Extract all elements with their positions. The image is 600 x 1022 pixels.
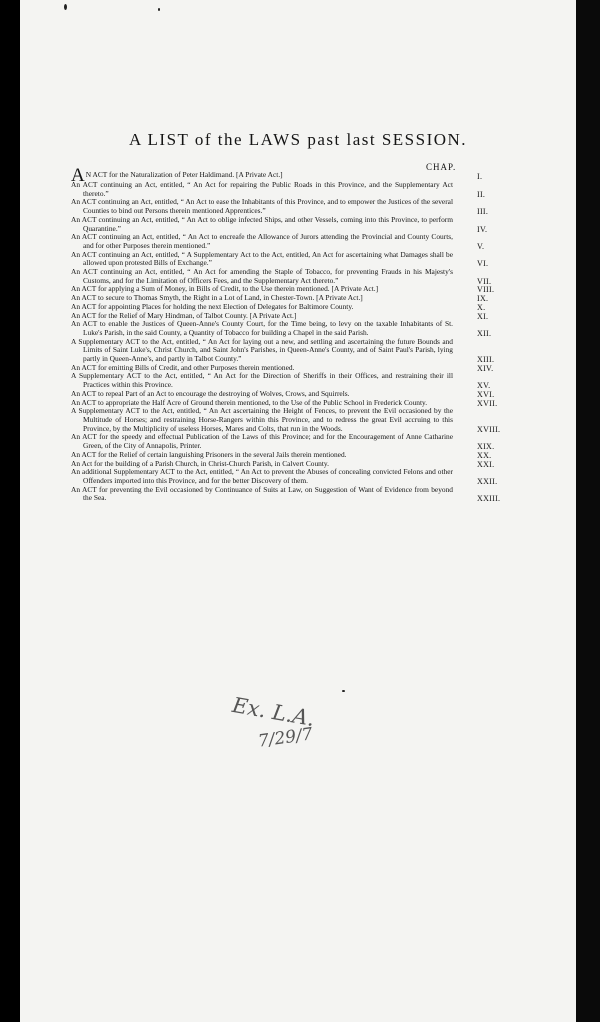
act-entry — [71, 197, 489, 217]
chapter-number: X. — [477, 302, 486, 312]
chapter-number: XXIII. — [477, 494, 501, 504]
act-title: An ACT continuing an Act, entitled, “ An Act for amending the Staple of Tobacco, for preventing Frauds in his Majesty's Customs, and for the Limitation of Officers Fees, and the Supplementary Act thereto.” — [71, 267, 453, 285]
chapter-number: VI. — [477, 259, 489, 269]
chapter-column-header: CHAP. — [426, 162, 457, 172]
chapter-number: XIII. — [477, 355, 495, 365]
chapter-number: XXI. — [477, 459, 495, 469]
act-entry — [71, 432, 495, 452]
act-title: An ACT for emitting Bills of Credit, and other Purposes therein mentioned. — [71, 362, 295, 372]
act-entry — [71, 249, 489, 269]
act-title: An Act for the building of a Parish Church, in Christ-Church Parish, in Calvert County. — [71, 458, 329, 468]
page-title: A LIST of the LAWS past last SESSION. — [128, 130, 468, 149]
chapter-number: XVI. — [477, 389, 495, 399]
act-title: An ACT continuing an Act, entitled, “ An Act to ease the Inhabitants of this Province, and to empower the Justices of the several Counties to bind out Persons therein mentioned Apprentices.” — [71, 197, 453, 216]
scan-border-right — [576, 0, 600, 1022]
act-text — [71, 181, 453, 198]
act-title: An ACT to appropriate the Half Acre of Ground therein mentioned, to the Use of the Public School in Frederick County. — [71, 397, 428, 407]
chapter-number: V. — [477, 241, 485, 251]
act-title: N ACT for the Naturalization of Peter Haldimand. [A Private Act.] — [85, 170, 283, 179]
act-text — [71, 320, 453, 337]
act-title: An ACT continuing an Act, entitled, “ An Act to oblige infected Ships, and other Vessels, coming into this Province, to perform Quarantine.” — [71, 214, 453, 233]
chapter-number: XII. — [477, 328, 492, 338]
act-title: An ACT to enable the Justices of Queen-Anne's County Court, for the Time being, to levy on the taxable Inhabitants of St. Luke's Parish, in the said County, a Quantity of Tobacco for building a Chapel in the said Parish. — [71, 319, 453, 337]
act-entry — [71, 319, 492, 338]
act-text — [71, 468, 453, 485]
act-entry — [71, 232, 485, 251]
scan-border-left — [0, 0, 20, 1022]
chapter-number: XV. — [477, 381, 491, 391]
act-text — [71, 198, 453, 215]
acts-list — [71, 165, 501, 504]
chapter-number: XXII. — [477, 476, 498, 486]
chapter-number: I. — [477, 172, 483, 182]
chapter-number: XIX. — [477, 442, 495, 452]
act-title: An ACT to secure to Thomas Smyth, the Right in a Lot of Land, in Chester-Town. [A Private Act.] — [71, 293, 363, 303]
act-text — [71, 233, 453, 250]
act-title: An ACT for appointing Places for holding the next Election of Delegates for Baltimore County. — [71, 301, 354, 311]
ink-speck — [64, 4, 67, 10]
act-entry — [71, 336, 495, 365]
ink-speck — [158, 8, 160, 11]
act-entry — [71, 180, 486, 199]
chapter-number: XX. — [477, 450, 492, 460]
act-title: An ACT continuing an Act, entitled, “ An Act to encreafe the Allowance of Jurors attending the Provincial and County Courts, and for other Purposes therein mentioned.” — [71, 232, 453, 250]
act-entry — [71, 484, 501, 504]
document-page — [20, 0, 576, 1022]
act-title: An ACT continuing an Act, entitled, “ An Act for repairing the Public Roads in this Province, and the Supplementary Act thereto.” — [71, 180, 453, 198]
act-title: An additional Supplementary ACT to the Act, entitled, “ An Act to prevent the Abuses of concealing convicted Felons and other Offenders imported into this Province, and for the better Discovery of them. — [71, 467, 453, 485]
chapter-number: XI. — [477, 311, 489, 321]
chapter-number: II. — [477, 189, 486, 199]
drop-cap: A — [71, 165, 85, 186]
act-text — [71, 486, 453, 503]
chapter-number: IX. — [477, 294, 489, 304]
act-title: An ACT for the Relief of Mary Hindman, of Talbot County. [A Private Act.] — [71, 310, 297, 320]
act-title: A Supplementary ACT to the Act, entitled, “ An Act for laying out a new, and settling and ascertaining the future Bounds and Limits of Saint Luke's, Christ Church, and Saint John's Parishes, in Queen-Anne's County, and of Saint Paul's Parish, lying partly in Queen-Anne's, and partly in Talbot County.” — [71, 336, 453, 364]
act-text — [71, 251, 453, 268]
act-text — [71, 407, 453, 433]
act-entry — [71, 467, 498, 486]
act-title: An ACT for preventing the Evil occasioned by Continuance of Suits at Law, on Suggestion of Want of Evidence from beyond the Sea. — [71, 484, 453, 503]
act-text — [71, 433, 453, 450]
act-title: An ACT to repeal Part of an Act to encourage the destroying of Wolves, Crows, and Squirrels. — [71, 388, 350, 398]
act-entry — [71, 406, 501, 434]
handwritten-note: Ex. L.A. — [230, 692, 317, 732]
act-entry — [71, 214, 488, 234]
chapter-number: III. — [477, 207, 489, 217]
act-title: An ACT continuing an Act, entitled, “ A Supplementary Act to the Act, entitled, An Act for ascertaining what Damages shall be allowed upon protested Bills of Exchange.” — [71, 249, 453, 268]
act-title: An ACT for the Relief of certain languishing Prisoners in the several Jails therein mentioned. — [71, 449, 347, 459]
act-entry — [71, 267, 492, 286]
chapter-number: IV. — [477, 224, 488, 234]
chapter-number: VIII. — [477, 285, 495, 295]
act-title: A Supplementary ACT to the Act, entitled, “ An Act for the Direction of Sheriffs in their Offices, and restraining their ill Practices within this Province. — [71, 371, 453, 390]
act-text — [71, 338, 453, 364]
act-title: A Supplementary ACT to the Act, entitled, “ An Act ascertaining the Height of Fences, to prevent the Evil occasioned by the Multitude of Horses; and restraining Horse-Rangers within this Province, and to redress the great Evil accruing to this Province, by the Multiplicity of useless Horses, Mares and Colts, that run in the Woods. — [71, 406, 453, 433]
act-title: An ACT for applying a Sum of Money, in Bills of Credit, to the Use therein mentioned. [A Private Act.] — [71, 284, 379, 294]
act-text — [71, 268, 453, 285]
act-text — [71, 372, 453, 389]
handwritten-date: 7/29/7 — [256, 724, 314, 752]
act-entry — [71, 371, 491, 391]
chapter-number: XIV. — [477, 363, 494, 373]
chapter-number: VII. — [477, 276, 492, 286]
chapter-number: XVIII. — [477, 424, 501, 434]
chapter-number: XVII. — [477, 398, 498, 408]
act-title: An ACT for the speedy and effectual Publication of the Laws of this Province; and for the Encouragement of Anne Catharine Green, of the City of Annapolis, Printer. — [71, 432, 453, 451]
ink-speck — [342, 690, 345, 692]
act-text — [71, 216, 453, 233]
